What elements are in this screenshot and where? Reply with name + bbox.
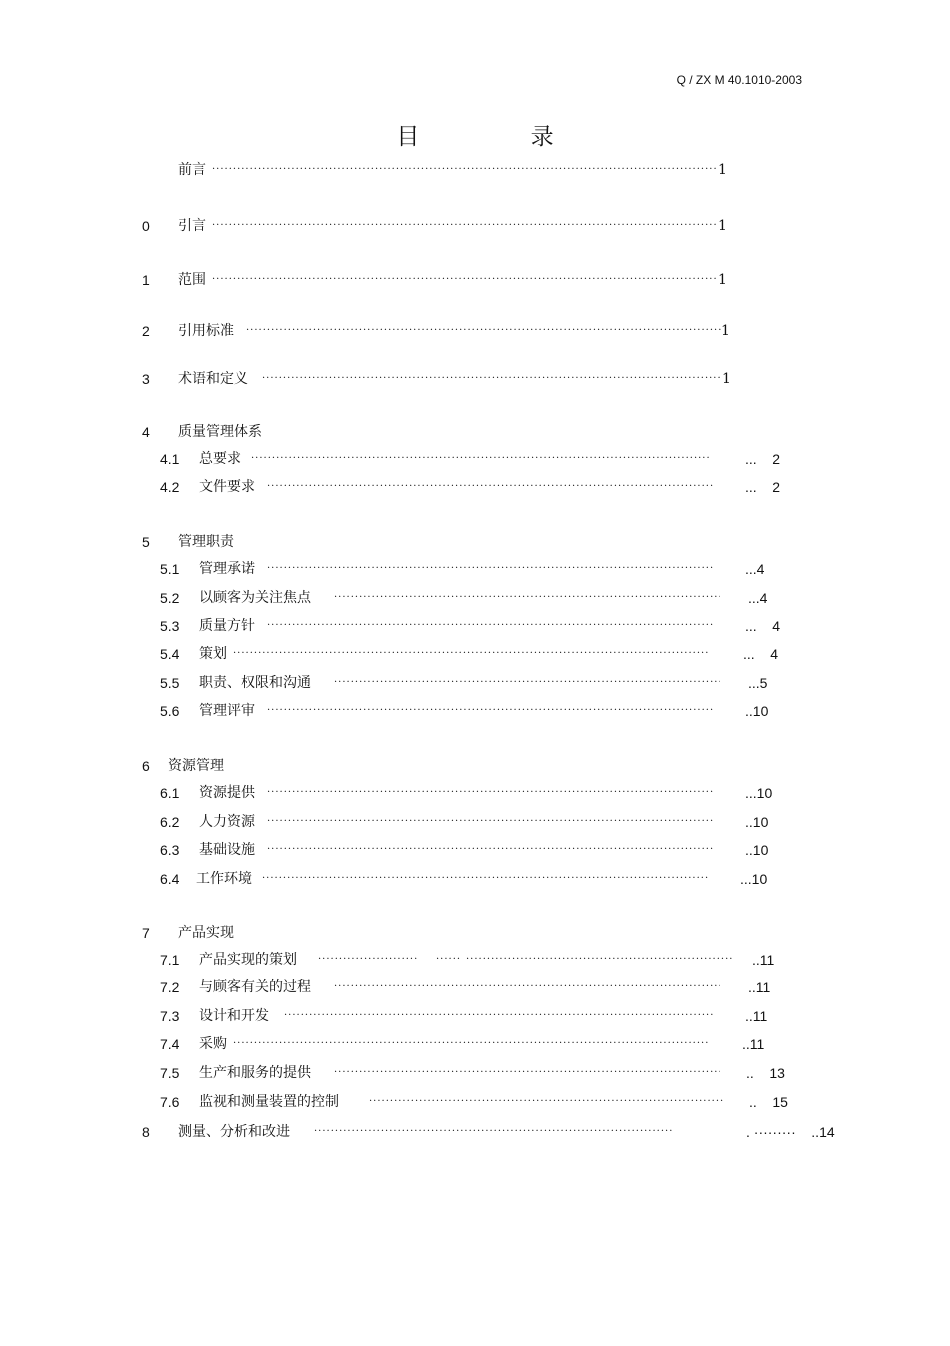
toc-entry-title: 产品实现 (178, 925, 234, 941)
toc-leader-dots (262, 369, 722, 389)
toc-entry-number: 5.1 (160, 561, 180, 577)
toc-entry-7-1[interactable] (0, 950, 950, 970)
toc-entry-number: 4.2 (160, 479, 180, 495)
toc-entry-page: 1 (721, 323, 730, 339)
toc-entry-title: 管理评审 (199, 703, 255, 719)
toc-entry-title: 引言 (178, 218, 206, 234)
toc-entry-page: ..11 (742, 1036, 765, 1052)
toc-entry-4-1[interactable] (0, 449, 950, 469)
toc-leader-dots (267, 477, 713, 497)
toc-leader-dots (233, 1034, 708, 1054)
toc-entry-5-1[interactable] (0, 559, 950, 579)
toc-entry-page: ..10 (745, 842, 769, 858)
toc-entry-5-3[interactable] (0, 616, 950, 636)
toc-entry-title: 监视和测量装置的控制 (199, 1094, 339, 1110)
toc-entry-preface[interactable] (0, 160, 950, 180)
document-code: Q / ZX M 40.1010-2003 (676, 73, 802, 87)
toc-entry-title: 生产和服务的提供 (199, 1065, 311, 1081)
toc-entry-page: 1 (718, 272, 727, 288)
toc-entry-page: .. 15 (749, 1094, 788, 1110)
toc-entry-title: 工作环境 (196, 871, 252, 887)
toc-entry-title: 管理承诺 (199, 561, 255, 577)
toc-entry-number: 0 (142, 218, 150, 234)
toc-entry-title: 策划 (199, 646, 227, 662)
toc-entry-title: 前言 (178, 162, 206, 178)
toc-entry-number: 7.2 (160, 979, 180, 995)
toc-entry-page: ... 2 (745, 451, 781, 467)
toc-entry-number: 5.5 (160, 675, 180, 691)
toc-entry-page: 1 (718, 162, 727, 178)
toc-entry-title: 与顾客有关的过程 (199, 979, 311, 995)
toc-entry-number: 4.1 (160, 451, 180, 467)
toc-entry-3[interactable] (0, 369, 950, 389)
toc-entry-number: 2 (142, 323, 150, 339)
toc-entry-page: .. 13 (746, 1065, 785, 1081)
toc-section-7[interactable] (0, 923, 950, 943)
toc-entry-title: 设计和开发 (199, 1008, 269, 1024)
toc-leader-dots (369, 1092, 723, 1112)
toc-entry-number: 5.2 (160, 590, 180, 606)
toc-leader-dots (267, 840, 713, 860)
toc-entry-number: 7 (142, 925, 150, 941)
toc-leader-dots (267, 812, 713, 832)
toc-entry-page: . ········· ..14 (746, 1124, 835, 1140)
toc-entry-page: ..10 (745, 814, 769, 830)
toc-entry-number: 7.3 (160, 1008, 180, 1024)
toc-section-6[interactable] (0, 756, 950, 776)
toc-entry-title: 职责、权限和沟通 (199, 675, 311, 691)
toc-entry-number: 6.2 (160, 814, 180, 830)
toc-entry-page: ... 4 (745, 618, 781, 634)
toc-entry-number: 5 (142, 534, 150, 550)
toc-leader-dots (246, 321, 721, 341)
toc-entry-number: 7.1 (160, 952, 180, 968)
toc-entry-number: 5.4 (160, 646, 180, 662)
toc-entry-6-4[interactable] (0, 869, 950, 889)
toc-entry-number: 6.1 (160, 785, 180, 801)
toc-entry-title: 质量管理体系 (178, 424, 262, 440)
toc-entry-page: ...10 (745, 785, 773, 801)
toc-entry-number: 6.3 (160, 842, 180, 858)
toc-entry-page: ... 4 (743, 646, 779, 662)
toc-leader-dots (267, 559, 713, 579)
toc-section-4[interactable] (0, 422, 950, 442)
toc-entry-7-4[interactable] (0, 1034, 950, 1054)
toc-entry-number: 7.6 (160, 1094, 180, 1110)
toc-entry-title: 采购 (199, 1036, 227, 1052)
toc-entry-number: 5.6 (160, 703, 180, 719)
toc-entry-number: 6 (142, 758, 150, 774)
toc-entry-7-3[interactable] (0, 1006, 950, 1026)
toc-entry-page: ... 2 (745, 479, 781, 495)
toc-entry-5-2[interactable] (0, 588, 950, 608)
toc-entry-title: 资源管理 (168, 758, 224, 774)
toc-entry-8[interactable] (0, 1122, 950, 1142)
toc-entry-title: 总要求 (199, 451, 241, 467)
toc-entry-7-2[interactable] (0, 977, 950, 997)
toc-leader-dots (251, 449, 711, 469)
toc-leader-dots (267, 783, 713, 803)
toc-entry-page: 1 (722, 371, 731, 387)
toc-entry-6-2[interactable] (0, 812, 950, 832)
toc-entry-page: ...5 (748, 675, 768, 691)
toc-entry-4-2[interactable] (0, 477, 950, 497)
toc-entry-6-3[interactable] (0, 840, 950, 860)
toc-entry-title: 资源提供 (199, 785, 255, 801)
toc-entry-5-4[interactable] (0, 644, 950, 664)
toc-leader-dots (318, 950, 418, 970)
toc-title: 目 录 (396, 124, 606, 150)
toc-entry-page: ..10 (745, 703, 769, 719)
toc-entry-7-6[interactable] (0, 1092, 950, 1112)
toc-leader-dots (334, 1063, 720, 1083)
toc-entry-page: ..11 (752, 952, 775, 968)
toc-section-5[interactable] (0, 532, 950, 552)
toc-leader-dots (284, 1006, 714, 1026)
toc-entry-0[interactable] (0, 216, 950, 236)
toc-leader-dots (212, 270, 718, 290)
toc-entry-title: 质量方针 (199, 618, 255, 634)
toc-entry-title: 文件要求 (199, 479, 255, 495)
toc-entry-5-6[interactable] (0, 701, 950, 721)
toc-leader-dots (212, 160, 718, 180)
toc-entry-6-1[interactable] (0, 783, 950, 803)
toc-leader-dots (233, 644, 708, 664)
toc-entry-page: ...4 (748, 590, 768, 606)
toc-leader-dots (212, 216, 718, 236)
toc-leader-dots (466, 950, 732, 970)
toc-leader-dots (314, 1122, 672, 1142)
toc-leader-dots (267, 616, 713, 636)
toc-entry-7-5[interactable] (0, 1063, 950, 1083)
toc-entry-title: 产品实现的策划 (199, 952, 297, 968)
toc-entry-title: 范围 (178, 272, 206, 288)
toc-entry-title: 人力资源 (199, 814, 255, 830)
toc-leader-dots (334, 588, 720, 608)
toc-entry-title: 术语和定义 (178, 371, 248, 387)
toc-entry-5-5[interactable] (0, 673, 950, 693)
toc-entry-number: 8 (142, 1124, 150, 1140)
toc-leader-dots (262, 869, 708, 889)
toc-entry-number: 6.4 (160, 871, 180, 887)
toc-entry-number: 7.4 (160, 1036, 180, 1052)
toc-entry-page: ...4 (745, 561, 765, 577)
toc-entry-title: 引用标准 (178, 323, 234, 339)
toc-entry-page: ...10 (740, 871, 768, 887)
toc-entry-page: 1 (718, 218, 727, 234)
toc-entry-title: 以顾客为关注焦点 (199, 590, 311, 606)
toc-leader-dots (436, 950, 460, 970)
toc-entry-title: 管理职责 (178, 534, 234, 550)
toc-entry-page: ..11 (748, 979, 771, 995)
toc-entry-number: 5.3 (160, 618, 180, 634)
toc-entry-number: 7.5 (160, 1065, 180, 1081)
toc-leader-dots (267, 701, 713, 721)
toc-entry-number: 4 (142, 424, 150, 440)
toc-leader-dots (334, 977, 720, 997)
toc-entry-number: 1 (142, 272, 150, 288)
toc-entry-2[interactable] (0, 321, 950, 341)
toc-leader-dots (334, 673, 720, 693)
toc-entry-1[interactable] (0, 270, 950, 290)
toc-entry-title: 测量、分析和改进 (178, 1124, 290, 1140)
toc-entry-number: 3 (142, 371, 150, 387)
toc-entry-page: ..11 (745, 1008, 768, 1024)
toc-entry-title: 基础设施 (199, 842, 255, 858)
